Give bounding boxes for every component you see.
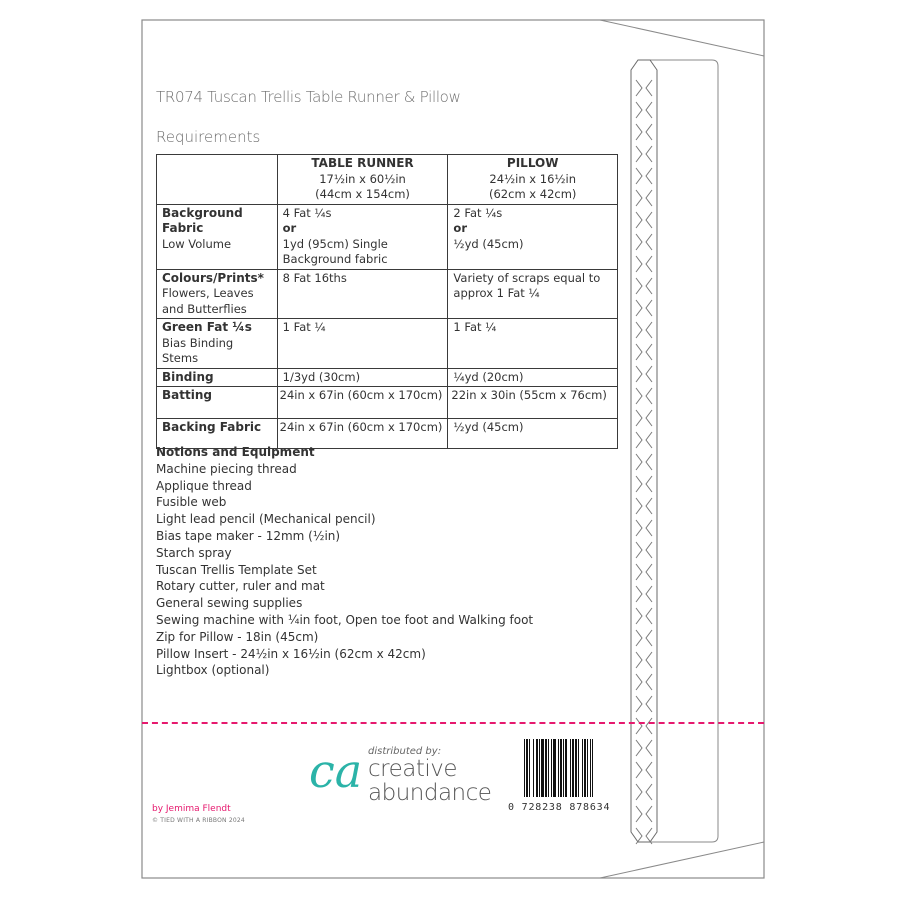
cell-line: Background fabric <box>282 252 388 266</box>
column-size-in: 24½in x 16½in <box>489 171 577 186</box>
barcode-icon <box>522 739 620 799</box>
row-label: Backing Fabric <box>162 420 262 434</box>
list-item: Lightbox (optional) <box>156 663 270 678</box>
column-size-in: 17½in x 60½in <box>319 171 406 186</box>
requirements-table <box>156 154 618 449</box>
table-header-row <box>157 155 618 205</box>
list-item: Sewing machine with ¼in foot, Open toe foot and Walking foot <box>156 612 534 627</box>
barcode-number: 0 728238 878634 <box>508 802 611 813</box>
row-label: Binding <box>162 369 214 384</box>
list-item: Applique thread <box>156 478 252 493</box>
list-item: Zip for Pillow - 18in (45cm) <box>156 629 319 644</box>
list-item: Light lead pencil (Mechanical pencil) <box>156 512 376 527</box>
table-row <box>157 319 618 369</box>
row-sublabel: Low Volume <box>162 236 232 251</box>
logo-word-abundance: abundance <box>368 780 492 806</box>
runner-cell: 8 Fat 16ths <box>277 269 448 319</box>
column-size-cm: (44cm x 154cm) <box>315 187 410 201</box>
cut-line-divider <box>142 722 764 724</box>
cell-line: Variety of scraps equal to <box>453 270 601 285</box>
row-sublabel: Flowers, Leaves <box>162 286 254 300</box>
runner-cell <box>277 204 448 269</box>
pillow-cell <box>448 204 618 269</box>
list-item: Pillow Insert - 24½in x 16½in (62cm x 42cm) <box>156 646 426 661</box>
cell-line: 4 Fat ¼s <box>282 205 332 220</box>
table-row <box>157 368 618 387</box>
runner-cell: 1/3yd (30cm) <box>277 368 448 387</box>
column-header-pillow <box>448 155 618 205</box>
runner-cell: 24in x 67in (60cm x 170cm) <box>277 387 448 419</box>
list-item: Fusible web <box>156 495 227 510</box>
table-row <box>157 269 618 319</box>
row-label-cell <box>157 269 278 319</box>
row-sublabel: and Butterflies <box>162 301 247 316</box>
row-label-cell <box>157 204 278 269</box>
copyright-notice: © TIED WITH A RIBBON 2024 <box>152 817 245 824</box>
row-label: Green Fat ¼s <box>162 320 252 334</box>
document-title: TR074 Tuscan Trellis Table Runner & Pillow <box>156 88 461 106</box>
author-byline: by Jemima Flendt <box>152 804 231 814</box>
list-item: Rotary cutter, ruler and mat <box>156 579 325 594</box>
notions-section <box>156 444 533 679</box>
column-size-cm: (62cm x 42cm) <box>489 187 577 201</box>
cell-line: 1yd (95cm) Single <box>282 236 388 251</box>
row-label-cell <box>157 368 278 387</box>
cell-line: approx 1 Fat ¼ <box>453 286 540 300</box>
list-item: General sewing supplies <box>156 596 303 611</box>
row-label: Batting <box>162 388 212 402</box>
row-label-cell <box>157 387 278 419</box>
pillow-cell <box>448 269 618 319</box>
pillow-cell: ¼yd (20cm) <box>448 368 618 387</box>
pillow-cell: 22in x 30in (55cm x 76cm) <box>448 387 618 419</box>
row-label: Fabric <box>162 221 204 235</box>
row-sublabel: Bias Binding Stems <box>162 335 234 365</box>
logo-word-creative: creative <box>368 756 458 782</box>
row-label: Colours/Prints* <box>162 270 264 285</box>
list-item: Bias tape maker - 12mm (½in) <box>156 528 341 543</box>
pillow-cell: ½yd (45cm) <box>448 419 618 449</box>
table-row <box>157 387 618 419</box>
table-corner-cell <box>157 155 278 205</box>
creative-abundance-logo-mark: ca <box>309 744 363 798</box>
distributed-by-label: distributed by: <box>368 746 442 757</box>
column-header-table-runner <box>277 155 448 205</box>
cell-line: ½yd (45cm) <box>453 236 524 251</box>
cell-line: or <box>282 221 297 235</box>
table-row <box>157 204 618 269</box>
column-name: PILLOW <box>506 156 559 170</box>
runner-cell: 24in x 67in (60cm x 170cm) <box>277 419 448 449</box>
pillow-cell: 1 Fat ¼ <box>448 319 618 369</box>
list-item: Tuscan Trellis Template Set <box>156 562 317 577</box>
notions-heading: Notions and Equipment <box>156 445 315 459</box>
column-name: TABLE RUNNER <box>311 156 414 170</box>
row-label-cell <box>157 319 278 369</box>
row-label: Background <box>162 205 243 220</box>
cell-line: 2 Fat ¼s <box>453 205 503 220</box>
cell-line: or <box>453 221 467 235</box>
list-item: Starch spray <box>156 545 232 560</box>
requirements-heading: Requirements <box>156 128 261 146</box>
runner-cell: 1 Fat ¼ <box>277 319 448 369</box>
list-item: Machine piecing thread <box>156 461 297 476</box>
